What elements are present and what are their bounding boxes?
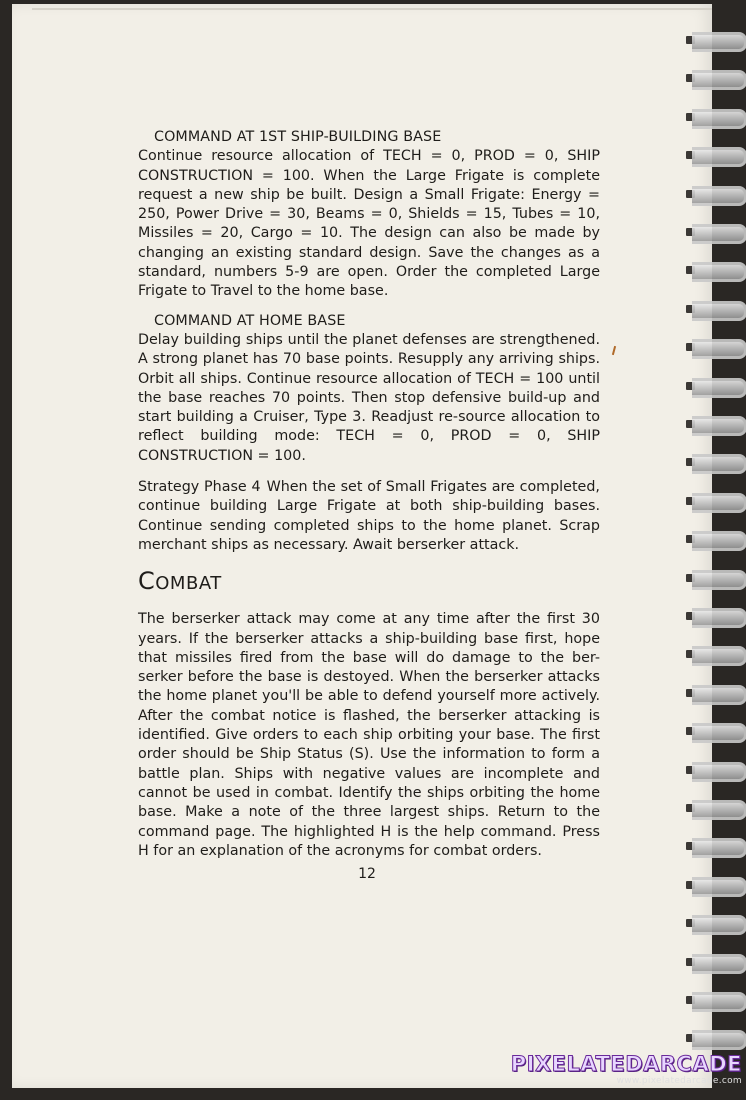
spiral-coil [686, 260, 744, 280]
spiral-coil [686, 798, 744, 818]
binding-wire [692, 1030, 746, 1050]
binding-wire [692, 877, 746, 897]
spiral-coil [686, 452, 744, 472]
binding-wire [692, 378, 746, 398]
spiral-coil [686, 68, 744, 88]
heading-first-base: COMMAND AT 1ST SHIP-BUILDING BASE [154, 129, 442, 145]
spiral-coil [686, 760, 744, 780]
spiral-coil [686, 491, 744, 511]
binding-wire [692, 570, 746, 590]
page-edge-line [32, 8, 712, 10]
section-title-combat [138, 569, 600, 596]
binding-wire [692, 954, 746, 974]
binding-wire [692, 493, 746, 513]
watermark-title: PIXELATEDARCADE [510, 1052, 742, 1076]
binding-wire [692, 186, 746, 206]
paragraph-home-base: Delay building ships until the planet defenses are strengthened. A strong planet has 70 base points. Resupply any arriving ships. Orbit all ships. Continue resource allocation of TECH = 100 until the base reaches 70 points. Then stop defensive build-up and start building a Cruiser, Type 3. Readjust re-source allocation to reflect building mode: TECH = 0, PROD = 0, SHIP CONSTRUCTION = 100. [138, 331, 600, 464]
spiral-coil [686, 913, 744, 933]
paragraph-strategy-phase [138, 478, 600, 555]
spiral-coil [686, 721, 744, 741]
spiral-coil [686, 376, 744, 396]
binding-wire [692, 147, 746, 167]
watermark [511, 1052, 742, 1086]
title-rest: OMBAT [155, 573, 222, 595]
paragraph-combat: The berserker attack may come at any time after the first 30 years. If the berserker attacks a ship-building base first, hope that missiles fired from the base will do damage to the ber-serker before the base is destoyed. When the berserker attacks the home planet you'll be able to defend yourself more actively. After the combat notice is flashed, the berserker attacking is identified. Give orders to each ship orbiting your base. The first order should be Ship Status (S). Use the information to form a battle plan. Ships with negative values are incomplete and cannot be used in combat. Identify the ships orbiting the home base. Make a note of the three largest ships. Return to the command page. The highlighted H is the help command. Press H for an explanation of the acronyms for combat orders. [138, 611, 600, 859]
binding-wire [692, 685, 746, 705]
page-content [138, 128, 600, 861]
spiral-coil [686, 952, 744, 972]
binding-wire [692, 32, 746, 52]
spiral-binding [682, 30, 746, 1070]
page-number: 12 [358, 866, 376, 882]
spiral-coil [686, 836, 744, 856]
paragraph-first-base: Continue resource allocation of TECH = 0, PROD = 0, SHIP CONSTRUCTION = 100. When the Large Frigate is complete request a new ship be built. Design a Small Frigate: Energy = 250, Power Drive = 30, Beams = 0, Shields = 15, Tubes = 10, Missiles = 20, Cargo = 10. The design can also be made by changing an existing standard design. Save the changes as a standard, numbers 5-9 are open. Order the completed Large Frigate to Travel to the home base. [138, 148, 600, 300]
spiral-coil [686, 568, 744, 588]
binding-wire [692, 531, 746, 551]
pen-mark [612, 346, 616, 355]
spiral-coil [686, 145, 744, 165]
binding-wire [692, 723, 746, 743]
binding-wire [692, 109, 746, 129]
spiral-coil [686, 990, 744, 1010]
binding-wire [692, 838, 746, 858]
spiral-coil [686, 299, 744, 319]
binding-wire [692, 762, 746, 782]
title-initial: C [138, 567, 156, 596]
spiral-coil [686, 1028, 744, 1048]
binding-wire [692, 608, 746, 628]
binding-wire [692, 915, 746, 935]
spiral-coil [686, 529, 744, 549]
spiral-coil [686, 184, 744, 204]
binding-wire [692, 646, 746, 666]
spiral-coil [686, 875, 744, 895]
binding-wire [692, 70, 746, 90]
spiral-coil [686, 337, 744, 357]
spiral-coil [686, 644, 744, 664]
binding-wire [692, 339, 746, 359]
binding-wire [692, 992, 746, 1012]
spiral-coil [686, 683, 744, 703]
binding-wire [692, 301, 746, 321]
spiral-coil [686, 107, 744, 127]
binding-wire [692, 224, 746, 244]
binding-wire [692, 416, 746, 436]
strategy-phase-body: When the set of Small Frigates are completed, continue building Large Frigate at both ship-building bases. Continue sending completed ships to the home planet. Scrap merchant ships as necessary. Await berserker attack. [138, 479, 600, 553]
binding-wire [692, 454, 746, 474]
watermark-url: www.pixelatedarcade.com [616, 1076, 742, 1086]
binding-wire [692, 800, 746, 820]
spiral-coil [686, 606, 744, 626]
spiral-coil [686, 414, 744, 434]
binding-wire [692, 262, 746, 282]
heading-home-base: COMMAND AT HOME BASE [154, 312, 346, 329]
spiral-coil [686, 222, 744, 242]
spiral-coil [686, 30, 744, 50]
strategy-phase-label: Strategy Phase 4 [138, 479, 261, 496]
manual-page [12, 4, 712, 1088]
